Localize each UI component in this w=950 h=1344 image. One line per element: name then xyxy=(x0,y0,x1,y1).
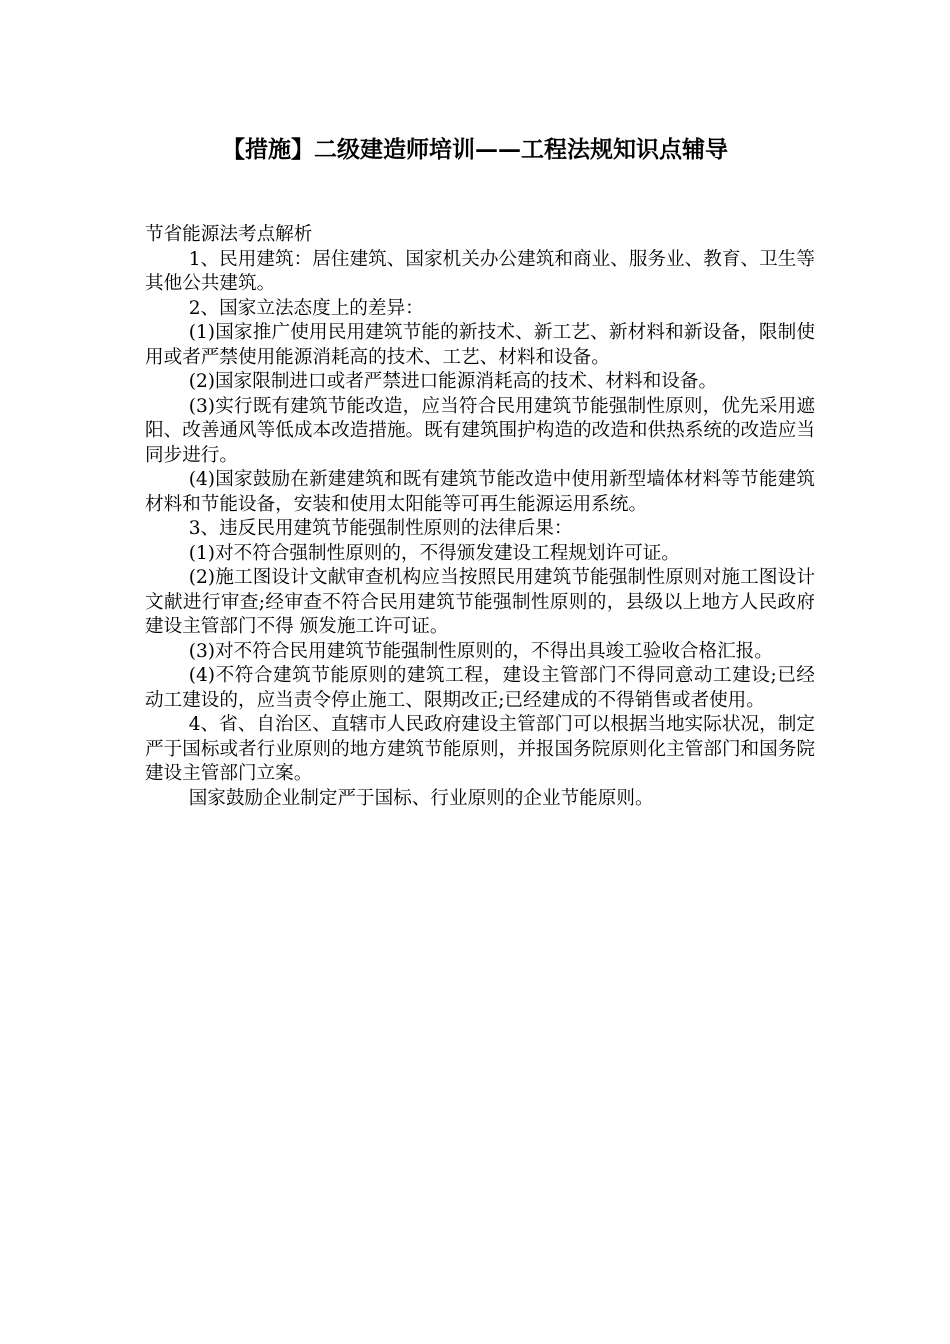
paragraph: (3)实行既有建筑节能改造，应当符合民用建筑节能强制性原则，优先采用遮阳、改善通风等低成本改造措施。既有建筑围护构造的改造和供热系统的改造应当同步进行。 xyxy=(145,395,815,466)
paragraph: 3、违反民用建筑节能强制性原则的法律后果： xyxy=(188,518,573,539)
paragraph: (4)不符合建筑节能原则的建筑工程，建设主管部门不得同意动工建设;已经动工建设的，应当责令停止施工、限期改正;已经建成的不得销售或者使用。 xyxy=(145,665,815,711)
paragraph: (2)国家限制进口或者严禁进口能源消耗高的技术、材料和设备。 xyxy=(188,371,718,392)
paragraph: 国家鼓励企业制定严于国标、行业原则的企业节能原则。 xyxy=(188,787,654,809)
paragraph: 4、省、自治区、直辖市人民政府建设主管部门可以根据当地实际状况，制定严于国标或者行业原则的地方建筑节能原则，并报国务院原则化主管部门和国务院建设主管部门立案。 xyxy=(145,714,815,784)
document-body xyxy=(145,223,815,811)
paragraph: (1)对不符合强制性原则的，不得颁发建设工程规划许可证。 xyxy=(188,542,680,564)
document-title: 【措施】二级建造师培训——工程法规知识点辅导 xyxy=(222,136,728,163)
paragraph: (3)对不符合民用建筑节能强制性原则的，不得出具竣工验收合格汇报。 xyxy=(188,640,773,662)
paragraph: (4)国家鼓励在新建建筑和既有建筑节能改造中使用新型墙体材料等节能建筑材料和节能设备，安装和使用太阳能等可再生能源运用系统。 xyxy=(145,469,815,515)
paragraph: (1)国家推广使用民用建筑节能的新技术、新工艺、新材料和新设备，限制使用或者严禁使用能源消耗高的技术、工艺、材料和设备。 xyxy=(145,322,815,368)
paragraph: (2)施工图设计文献审查机构应当按照民用建筑节能强制性原则对施工图设计文献进行审查;经审查不符合民用建筑节能强制性原则的，县级以上地方人民政府建设主管部门不得 颁发施工许可证。 xyxy=(145,567,815,637)
paragraph: 2、国家立法态度上的差异： xyxy=(188,297,424,319)
paragraph: 1、民用建筑：居住建筑、国家机关办公建筑和商业、服务业、教育、卫生等其他公共建筑。 xyxy=(145,248,815,294)
section-heading: 节省能源法考点解析 xyxy=(145,224,313,245)
